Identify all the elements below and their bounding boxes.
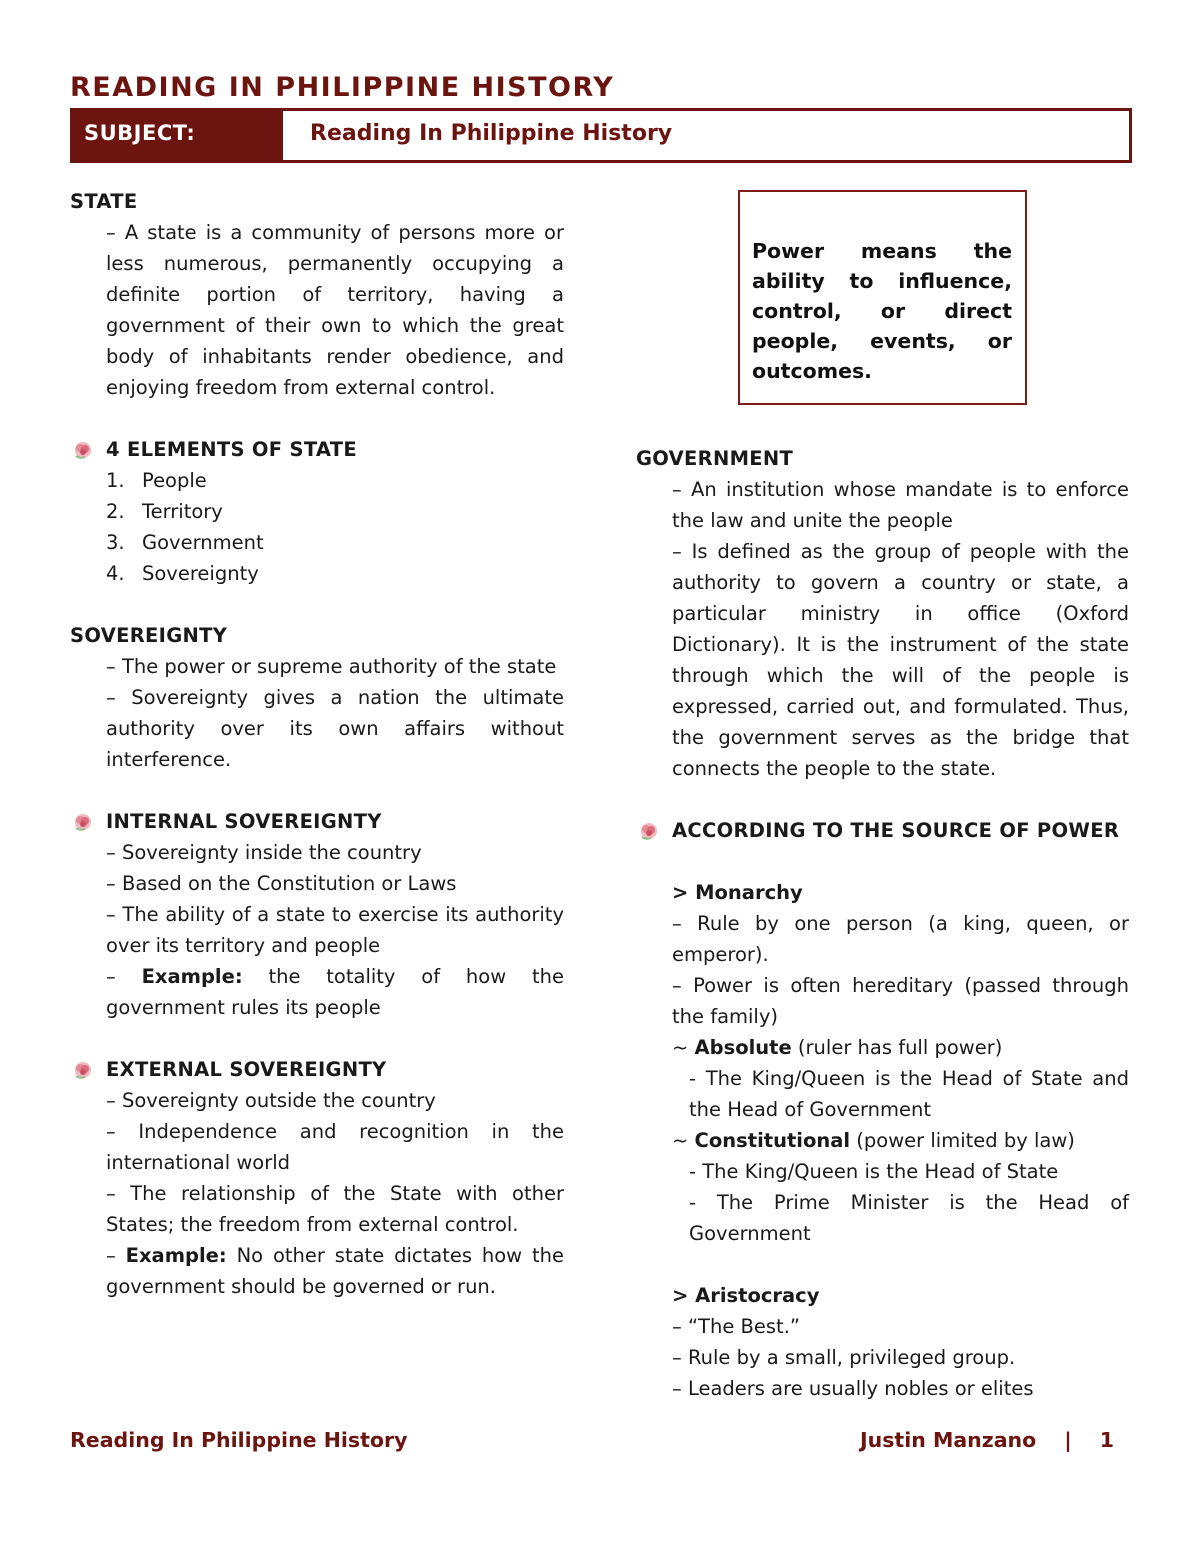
aristocracy-line: – “The Best.”: [672, 1315, 800, 1338]
rose-icon: [72, 811, 94, 833]
list-item: 2. Territory: [106, 500, 223, 523]
monarchy-title: > Monarchy: [672, 881, 803, 904]
internal-line: – Based on the Constitution or Laws: [106, 872, 457, 895]
internal-example: – Example: the totality of how the government rules its people: [106, 965, 564, 1019]
monarchy-line: – Rule by one person (a king, queen, or emperor).: [672, 912, 1129, 966]
page-number: 1: [1099, 1428, 1114, 1452]
internal-line: – Sovereignty inside the country: [106, 841, 422, 864]
government-line: – An institution whose mandate is to enforce the law and unite the people: [672, 478, 1129, 532]
right-column: [636, 443, 1129, 1404]
aristocracy-title: > Aristocracy: [672, 1284, 820, 1307]
external-line: – Independence and recognition in the international world: [106, 1120, 564, 1174]
power-callout-text: Power means the ability to influence, control, or direct people, events, or outcomes.: [752, 239, 1012, 383]
left-column: [70, 186, 564, 1302]
constitutional-line: - The Prime Minister is the Head of Government: [689, 1191, 1129, 1245]
footer-separator: |: [1064, 1428, 1072, 1452]
elements-heading-text: 4 ELEMENTS OF STATE: [106, 438, 358, 461]
government-heading: GOVERNMENT: [636, 447, 794, 470]
subject-value: Reading In Philippine History: [310, 121, 673, 146]
list-item: 4. Sovereignty: [106, 562, 259, 585]
absolute-monarchy: ~ Absolute (ruler has full power): [672, 1036, 1003, 1059]
rose-icon: [72, 439, 94, 461]
footer-subject: Reading In Philippine History: [70, 1428, 408, 1452]
sovereignty-line: – Sovereignty gives a nation the ultimate authority over its own affairs without interference.: [106, 686, 564, 771]
aristocracy-line: – Rule by a small, privileged group.: [672, 1346, 1016, 1369]
external-line: – Sovereignty outside the country: [106, 1089, 436, 1112]
monarchy-line: – Power is often hereditary (passed through the family): [672, 974, 1129, 1028]
rose-icon: [72, 1059, 94, 1081]
document-title: READING IN PHILIPPINE HISTORY: [70, 72, 615, 103]
footer-author: Justin Manzano: [859, 1428, 1037, 1452]
state-definition: – A state is a community of persons more or less numerous, permanently occupying a definite portion of territory, having a government of their own to which the great body of inhabitants render obedience, and enjoying freedom from external control.: [106, 221, 564, 399]
source-of-power-heading-text: ACCORDING TO THE SOURCE OF POWER: [672, 819, 1120, 842]
external-example: – Example: No other state dictates how the government should be governed or run.: [106, 1244, 564, 1298]
subject-label: SUBJECT:: [84, 121, 196, 145]
constitutional-monarchy: ~ Constitutional (power limited by law): [672, 1129, 1075, 1152]
sovereignty-heading: SOVEREIGNTY: [70, 624, 228, 647]
footer-author-page: [860, 1428, 1114, 1452]
list-item: 1. People: [106, 469, 207, 492]
government-line: – Is defined as the group of people with the authority to govern a country or state, a particular ministry in office (Oxford Dictionary). It is the instrument of the state through which the will of the people is expressed, carried out, and formulated. Thus, the government serves as the bridge that connects the people to the state.: [672, 540, 1129, 780]
rose-icon: [638, 820, 660, 842]
aristocracy-line: – Leaders are usually nobles or elites: [672, 1377, 1034, 1400]
sovereignty-line: – The power or supreme authority of the state: [106, 655, 557, 678]
internal-sovereignty-heading: [70, 806, 564, 837]
elements-heading: [70, 434, 564, 465]
constitutional-line: - The King/Queen is the Head of State: [689, 1160, 1059, 1183]
absolute-line: - The King/Queen is the Head of State and the Head of Government: [689, 1067, 1129, 1121]
external-sovereignty-heading-text: EXTERNAL SOVEREIGNTY: [106, 1058, 387, 1081]
external-line: – The relationship of the State with other States; the freedom from external control.: [106, 1182, 564, 1236]
list-item: 3. Government: [106, 531, 264, 554]
internal-line: – The ability of a state to exercise its authority over its territory and people: [106, 903, 564, 957]
state-heading: STATE: [70, 190, 138, 213]
internal-sovereignty-heading-text: INTERNAL SOVEREIGNTY: [106, 810, 382, 833]
elements-list: [70, 465, 564, 589]
source-of-power-heading: [636, 815, 1129, 846]
external-sovereignty-heading: [70, 1054, 564, 1085]
